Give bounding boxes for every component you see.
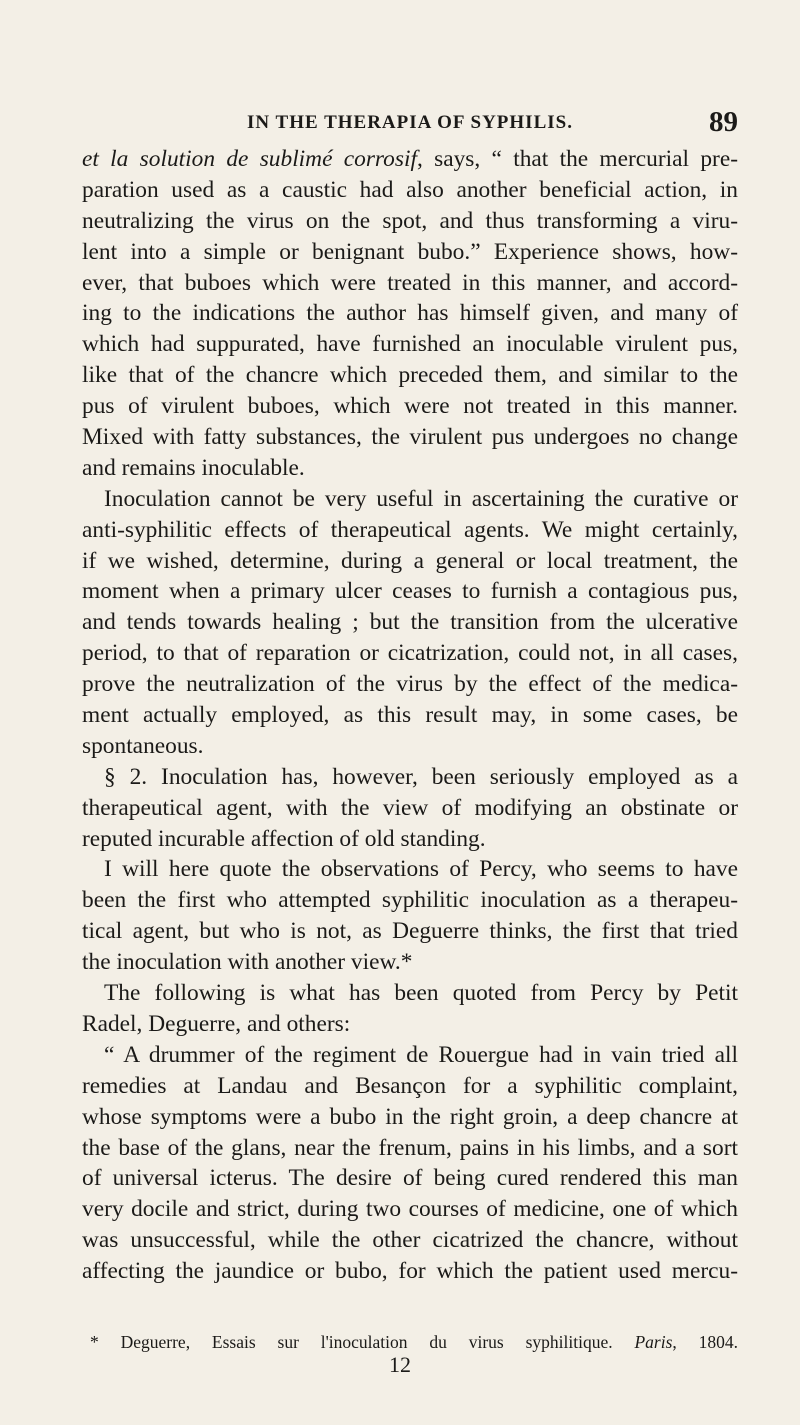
- text-line: period, to that of reparation or cicatrization, could not, in all cases,: [82, 640, 738, 667]
- text-line: et la solution de sublimé corrosif, says, “ that the mercurial pre-: [82, 146, 738, 172]
- text-line: therapeutical agent, with the view of modifying an obstinate or: [82, 794, 738, 821]
- text-line: Radel, Deguerre, and others:: [82, 1010, 351, 1037]
- text-line: paration used as a caustic had also another beneficial action, in: [82, 176, 738, 203]
- text-line: if we wished, determine, during a general or local treatment, the: [82, 547, 738, 574]
- paragraph-start-line: Inoculation cannot be very useful in ascertaining the curative or: [104, 485, 738, 512]
- paragraph-start-line: § 2. Inoculation has, however, been seriously employed as a: [104, 763, 738, 790]
- text-line: anti-syphilitic effects of therapeutical agents. We might certainly,: [82, 516, 738, 543]
- text-line: spontaneous.: [82, 732, 204, 759]
- text-line: lent into a simple or benignant bubo.” Experience shows, how-: [82, 238, 738, 265]
- page-header: [82, 108, 738, 138]
- text-line: ment actually employed, as this result may, in some cases, be: [82, 702, 738, 729]
- text-line: very docile and strict, during two courses of medicine, one of which: [82, 1196, 738, 1223]
- text-line: ing to the indications the author has himself given, and many of: [82, 300, 738, 327]
- paragraph-start-line: The following is what has been quoted from Percy by Petit: [104, 980, 738, 1007]
- paragraph-start-line: I will here quote the observations of Percy, who seems to have: [104, 856, 738, 883]
- text-line: affecting the jaundice or bubo, for which the patient used mercu-: [82, 1258, 738, 1285]
- text-line: reputed incurable affection of old standing.: [82, 825, 486, 852]
- text-line: the base of the glans, near the frenum, pains in his limbs, and a sort: [82, 1134, 738, 1161]
- signature-mark: 12: [389, 1352, 411, 1377]
- text-line: moment when a primary ulcer ceases to furnish a contagious pus,: [82, 578, 738, 605]
- text-line: like that of the chancre which preceded them, and similar to the: [82, 362, 738, 389]
- text-line: remedies at Landau and Besançon for a syphilitic complaint,: [82, 1072, 738, 1099]
- text-line: Mixed with fatty substances, the virulent pus undergoes no change: [82, 424, 738, 451]
- text-line: the inoculation with another view.*: [82, 949, 413, 976]
- text-line: tical agent, but who is not, as Deguerre thinks, the first that tried: [82, 918, 738, 945]
- text-line: and remains inoculable.: [82, 454, 305, 481]
- text-line: which had suppurated, have furnished an inoculable virulent pus,: [82, 331, 738, 358]
- page-number: 89: [709, 106, 738, 138]
- text-line: pus of virulent buboes, which were not treated in this manner.: [82, 393, 738, 420]
- text-line: ever, that buboes which were treated in this manner, and accord-: [82, 269, 738, 296]
- text-line: neutralizing the virus on the spot, and thus transforming a viru-: [82, 207, 738, 234]
- paragraph-start-line: “ A drummer of the regiment de Rouergue had in vain tried all: [104, 1041, 738, 1068]
- text-line: been the first who attempted syphilitic inoculation as a therapeu-: [82, 887, 738, 914]
- running-head: IN THE THERAPIA OF SYPHILIS.: [247, 112, 573, 133]
- text-line: of universal icterus. The desire of being cured rendered this man: [82, 1165, 738, 1192]
- text-line: and tends towards healing ; but the transition from the ulcerative: [82, 609, 738, 636]
- text-line: was unsuccessful, while the other cicatrized the chancre, without: [82, 1227, 738, 1254]
- footnote: * Deguerre, Essais sur l'inoculation du virus syphilitique. Paris, 1804.: [90, 1332, 738, 1352]
- text-line: prove the neutralization of the virus by the effect of the medica-: [82, 671, 738, 698]
- text-line: whose symptoms were a bubo in the right groin, a deep chancre at: [82, 1103, 738, 1130]
- body-text: [82, 144, 738, 1287]
